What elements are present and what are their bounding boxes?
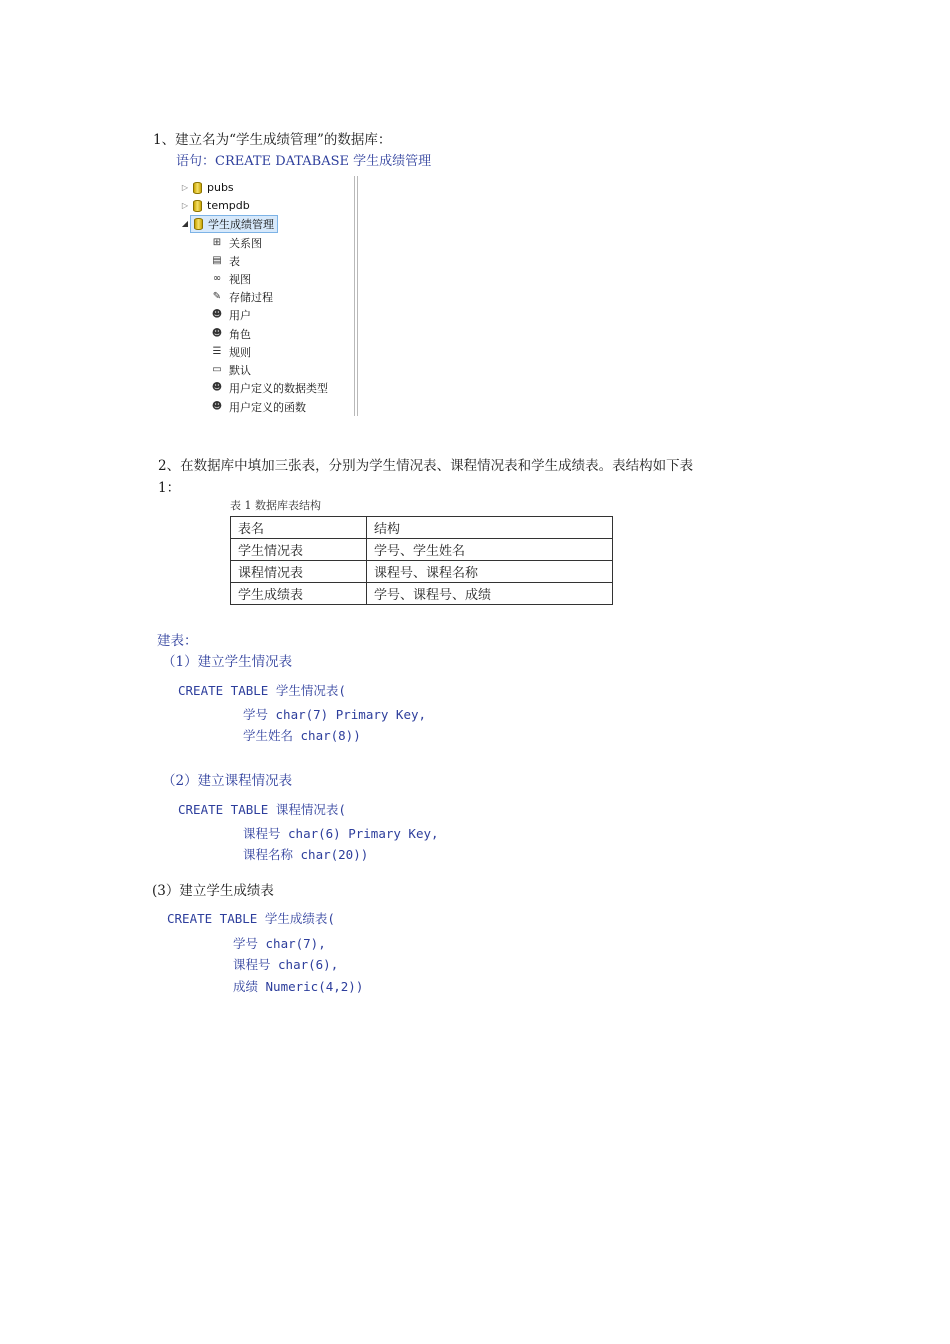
selected-node-highlight[interactable] <box>190 215 278 233</box>
view-icon: ∞ <box>212 273 222 284</box>
section-2-heading-continued: 1： <box>158 480 181 496</box>
create-database-statement: 语句：CREATE DATABASE 学生成绩管理 <box>176 154 432 169</box>
expand-arrow-icon[interactable]: ▷ <box>181 183 189 192</box>
object-explorer-tree <box>176 176 362 418</box>
table-cell: 课程号、课程名称 <box>367 561 613 583</box>
table-cell: 学生成绩表 <box>231 583 367 605</box>
tree-child-label: 表 <box>229 254 240 268</box>
code-line: 课程号 char(6) Primary Key, <box>243 826 439 841</box>
database-icon <box>194 218 203 230</box>
table-caption: 表 1 数据库表结构 <box>230 499 321 512</box>
tree-child-tables[interactable] <box>210 252 240 269</box>
diagram-icon: ⊞ <box>212 237 222 248</box>
tree-child-label: 关系图 <box>229 236 262 250</box>
rule-icon: ☰ <box>212 346 222 357</box>
tree-border-line <box>354 176 355 416</box>
table-cell: 学号、课程号、成绩 <box>367 583 613 605</box>
tree-child-label: 默认 <box>229 363 251 377</box>
table-cell: 学号、学生姓名 <box>367 539 613 561</box>
code-line: 学号 char(7), <box>233 936 326 951</box>
tree-node-tempdb[interactable] <box>180 197 250 214</box>
tree-child-rules[interactable] <box>210 343 251 360</box>
code-line: CREATE TABLE 学生成绩表( <box>167 911 335 926</box>
table-cell: 学生情况表 <box>231 539 367 561</box>
tree-child-users[interactable] <box>210 306 251 323</box>
table-icon: ▤ <box>212 255 222 266</box>
code-line: 学号 char(7) Primary Key, <box>243 707 427 722</box>
tree-child-roles[interactable] <box>210 325 251 342</box>
table-header-cell: 表名 <box>231 517 367 539</box>
code-line: CREATE TABLE 课程情况表( <box>178 802 346 817</box>
tree-child-stored-procedures[interactable] <box>210 288 273 305</box>
stored-procedure-icon: ✎ <box>212 291 222 302</box>
tree-child-defaults[interactable] <box>210 361 251 378</box>
section-1-heading: 1、建立名为“学生成绩管理”的数据库： <box>153 132 392 148</box>
tree-child-label: 视图 <box>229 272 251 286</box>
code-line: CREATE TABLE 学生情况表( <box>178 683 346 698</box>
default-icon: ▭ <box>212 364 222 375</box>
tree-child-label: 用户定义的函数 <box>229 400 306 414</box>
tree-node-label: tempdb <box>207 199 250 212</box>
table-header-cell: 结构 <box>367 517 613 539</box>
tree-child-user-defined-types[interactable] <box>210 379 328 396</box>
tree-child-label: 用户 <box>229 308 251 322</box>
step-2-title: （2）建立课程情况表 <box>162 773 293 789</box>
database-icon <box>193 200 202 212</box>
tree-child-user-defined-functions[interactable] <box>210 398 306 415</box>
tree-child-views[interactable] <box>210 270 251 287</box>
tree-border-line <box>357 176 358 416</box>
code-line: 成绩 Numeric(4,2)) <box>233 979 364 994</box>
code-line: 课程号 char(6), <box>233 957 339 972</box>
database-structure-table <box>230 516 613 605</box>
section-2-heading: 2、在数据库中填加三张表，分别为学生情况表、课程情况表和学生成绩表。表结构如下表 <box>158 458 694 474</box>
step-3-title: (3）建立学生成绩表 <box>152 883 274 899</box>
tree-node-pubs[interactable] <box>180 179 234 196</box>
table-row <box>231 539 613 561</box>
table-row <box>231 583 613 605</box>
tree-child-label: 存储过程 <box>229 290 273 304</box>
tree-child-label: 规则 <box>229 345 251 359</box>
build-tables-label: 建表： <box>157 633 198 649</box>
tree-child-label: 角色 <box>229 327 251 341</box>
tree-node-student-grades-db[interactable] <box>180 215 278 232</box>
table-cell: 课程情况表 <box>231 561 367 583</box>
tree-node-label: pubs <box>207 181 234 194</box>
collapse-arrow-icon[interactable]: ◢ <box>181 219 189 228</box>
user-defined-function-icon: ☻ <box>211 401 223 412</box>
user-icon: ☻ <box>211 309 223 320</box>
table-header-row <box>231 517 613 539</box>
code-line: 学生姓名 char(8)) <box>243 728 361 743</box>
database-icon <box>193 182 202 194</box>
tree-node-label: 学生成绩管理 <box>208 217 274 231</box>
tree-child-label: 用户定义的数据类型 <box>229 381 328 395</box>
user-defined-type-icon: ☻ <box>211 382 223 393</box>
tree-child-diagrams[interactable] <box>210 234 262 251</box>
step-1-title: （1）建立学生情况表 <box>162 654 293 670</box>
expand-arrow-icon[interactable]: ▷ <box>181 201 189 210</box>
role-icon: ☻ <box>211 328 223 339</box>
table-row <box>231 561 613 583</box>
code-line: 课程名称 char(20)) <box>243 847 369 862</box>
